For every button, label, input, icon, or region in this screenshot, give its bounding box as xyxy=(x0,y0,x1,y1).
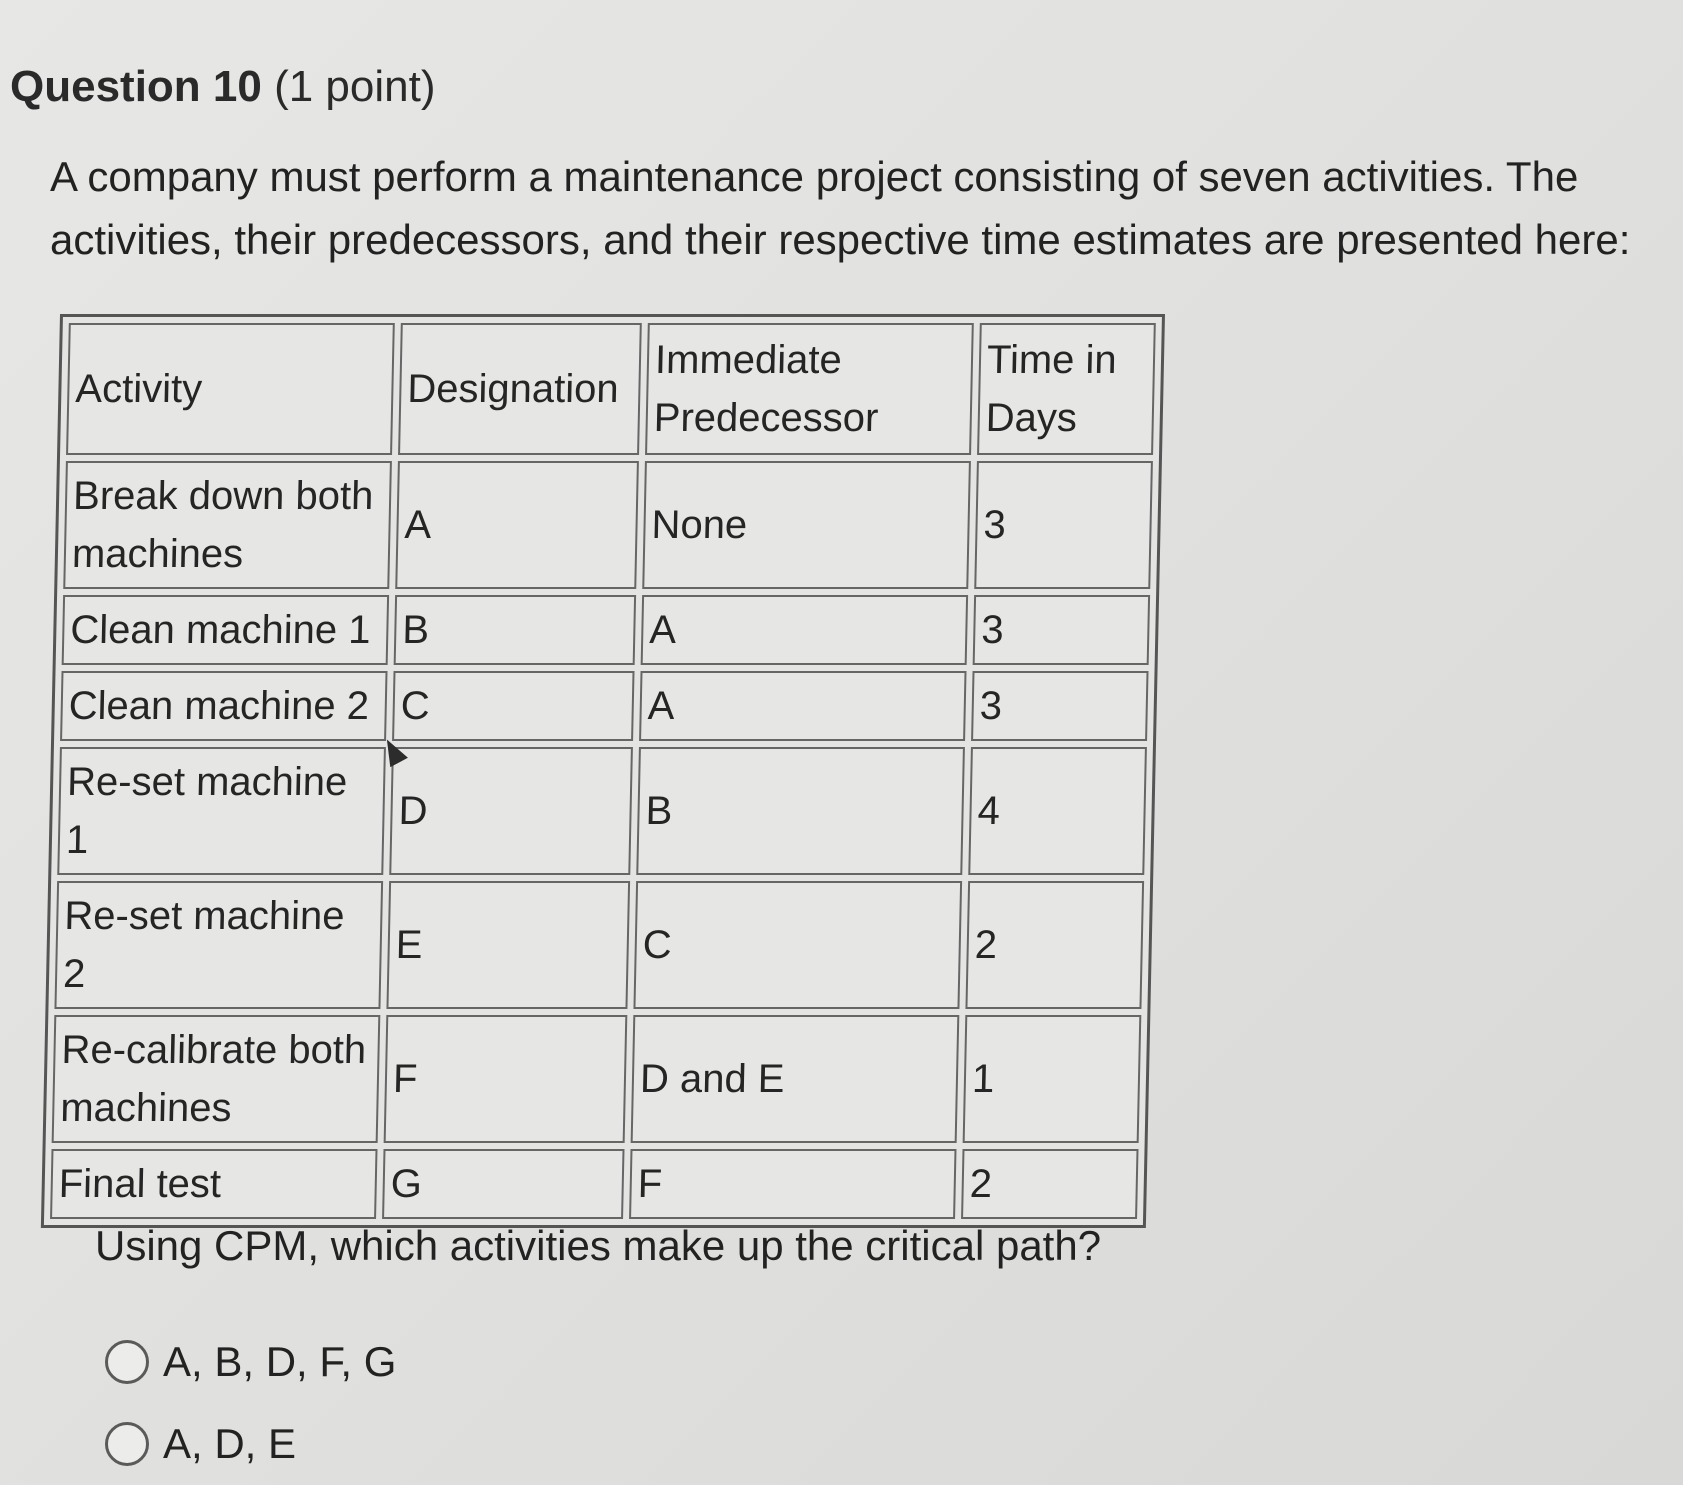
cell-time: 4 xyxy=(968,747,1147,875)
table-row xyxy=(63,461,1153,589)
header-time: Time in Days xyxy=(977,323,1156,455)
cell-predecessor: D and E xyxy=(631,1015,960,1143)
table-row xyxy=(57,747,1147,875)
cell-activity: Final test xyxy=(50,1149,377,1219)
cell-activity: Re-set machine 2 xyxy=(54,881,383,1009)
header-predecessor: Immediate Predecessor xyxy=(645,323,974,455)
cell-designation: F xyxy=(384,1015,628,1143)
radio-icon[interactable] xyxy=(105,1422,149,1466)
cell-designation: E xyxy=(386,881,630,1009)
answer-option-2[interactable] xyxy=(105,1420,296,1468)
table-row xyxy=(62,595,1150,665)
cell-predecessor: C xyxy=(633,881,962,1009)
question-title xyxy=(10,62,436,112)
cell-activity: Clean machine 2 xyxy=(60,671,387,741)
cell-activity: Re-calibrate both machines xyxy=(52,1015,381,1143)
cell-time: 2 xyxy=(961,1149,1138,1219)
question-prompt: A company must perform a maintenance project consisting of seven activities. The activities, their predecessors, and their respective time estimates are presented here: xyxy=(50,153,1631,263)
cell-designation: C xyxy=(392,671,634,741)
cell-time: 3 xyxy=(974,461,1153,589)
cell-designation: A xyxy=(395,461,639,589)
cell-time: 3 xyxy=(971,671,1148,741)
table-row xyxy=(60,671,1148,741)
critical-path-question: Using CPM, which activities make up the critical path? xyxy=(95,1222,1102,1269)
cell-predecessor: A xyxy=(639,671,966,741)
radio-icon[interactable] xyxy=(105,1340,149,1384)
table-row xyxy=(52,1015,1142,1143)
cell-predecessor: None xyxy=(642,461,971,589)
table-row xyxy=(54,881,1144,1009)
activity-table xyxy=(41,314,1165,1228)
question-points: (1 point) xyxy=(274,62,436,111)
cell-time: 1 xyxy=(963,1015,1142,1143)
cell-predecessor: B xyxy=(636,747,965,875)
cell-designation: D xyxy=(389,747,633,875)
cell-activity: Clean machine 1 xyxy=(62,595,389,665)
question-number: Question 10 xyxy=(10,62,262,111)
cell-activity: Re-set machine 1 xyxy=(57,747,386,875)
answer-option-label: A, D, E xyxy=(163,1420,297,1467)
answer-option-1[interactable] xyxy=(105,1338,396,1386)
cell-predecessor: A xyxy=(641,595,968,665)
table-header-row xyxy=(66,323,1156,455)
cell-predecessor: F xyxy=(629,1149,956,1219)
table-row xyxy=(50,1149,1138,1219)
cell-time: 3 xyxy=(973,595,1150,665)
cell-activity: Break down both machines xyxy=(63,461,392,589)
cell-time: 2 xyxy=(965,881,1144,1009)
header-designation: Designation xyxy=(398,323,642,455)
answer-option-label: A, B, D, F, G xyxy=(163,1338,397,1385)
cell-designation: G xyxy=(382,1149,624,1219)
cell-designation: B xyxy=(394,595,636,665)
header-activity: Activity xyxy=(66,323,395,455)
